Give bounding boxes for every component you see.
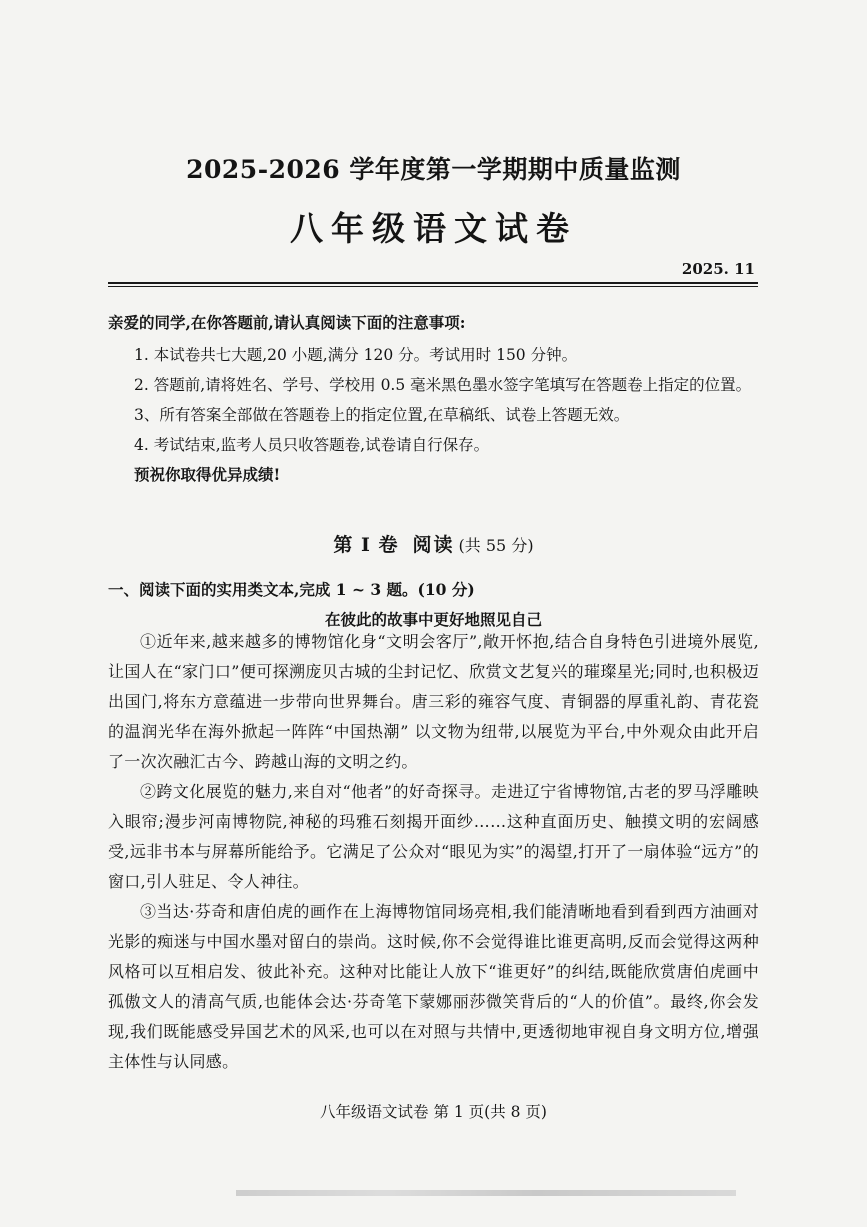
article-body: [108, 627, 759, 1077]
page-footer: 八年级语文试卷 第 1 页(共 8 页): [320, 1103, 547, 1121]
section-name: 阅读: [412, 534, 455, 556]
notice-item: 3、所有答案全部做在答题卷上的指定位置,在草稿纸、试卷上答题无效。: [134, 406, 630, 424]
notice-item: 4. 考试结束,监考人员只收答题卷,试卷请自行保存。: [134, 436, 490, 454]
exam-title: 2025-2026 学年度第一学期期中质量监测: [186, 155, 681, 184]
section-title: [0, 530, 867, 557]
section-score: (共 55 分): [458, 536, 534, 555]
exam-date: 2025. 11: [681, 260, 755, 278]
notice-list: [134, 340, 774, 490]
notice-intro: 亲爱的同学,在你答题前,请认真阅读下面的注意事项:: [108, 313, 466, 332]
notice-wish: 预祝你取得优异成绩!: [134, 465, 281, 484]
article-paragraph: ②跨文化展览的魅力,来自对“他者”的好奇探寻。走进辽宁省博物馆,古老的罗马浮雕映入眼帘;漫步河南博物院,神秘的玛雅石刻揭开面纱……这种直面历史、触摸文明的宏阔感受,远非书本与屏幕所能给予。它满足了公众对“眼见为实”的渴望,打开了一扇体验“远方”的窗口,引人驻足、令人神往。: [108, 782, 759, 891]
header-divider-thin: [108, 286, 758, 287]
exam-subject-title: 八年级语文试卷: [290, 209, 577, 248]
notice-item: 1. 本试卷共七大题,20 小题,满分 120 分。考试用时 150 分钟。: [134, 346, 578, 364]
section-label: 第 I 卷: [333, 534, 399, 556]
article-paragraph: ③当达·芬奇和唐伯虎的画作在上海博物馆同场亮相,我们能清晰地看到看到西方油画对光影的痴迷与中国水墨对留白的崇尚。这时候,你不会觉得谁比谁更高明,反而会觉得这两种风格可以互相启发、彼此补充。这种对比能让人放下“谁更好”的纠结,既能欣赏唐伯虎画中孤傲文人的清高气质,也能体会达·芬奇笔下蒙娜丽莎微笑背后的“人的价值”。最终,你会发现,我们既能感受异国艺术的风采,也可以在对照与共情中,更透彻地审视自身文明方位,增强主体性与认同感。: [108, 902, 759, 1071]
notice-item: 2. 答题前,请将姓名、学号、学校用 0.5 毫米黑色墨水签字笔填写在答题卷上指定的位置。: [134, 376, 752, 394]
header-divider: [108, 282, 758, 284]
article-paragraph: ①近年来,越来越多的博物馆化身“文明会客厅”,敞开怀抱,结合自身特色引进境外展览,让国人在“家门口”便可探溯庞贝古城的尘封记忆、欣赏文艺复兴的璀璨星光;同时,也积极迈出国门,将东方意蕴进一步带向世界舞台。唐三彩的雍容气度、青铜器的厚重礼韵、青花瓷的温润光华在海外掀起一阵阵“中国热潮” 以文物为纽带,以展览为平台,中外观众由此开启了一次次融汇古今、跨越山海的文明之约。: [108, 632, 759, 771]
article-title: 在彼此的故事中更好地照见自己: [324, 610, 542, 629]
question-heading: 一、阅读下面的实用类文本,完成 1 ~ 3 题。(10 分): [108, 580, 475, 599]
scan-artifact: [236, 1190, 736, 1196]
